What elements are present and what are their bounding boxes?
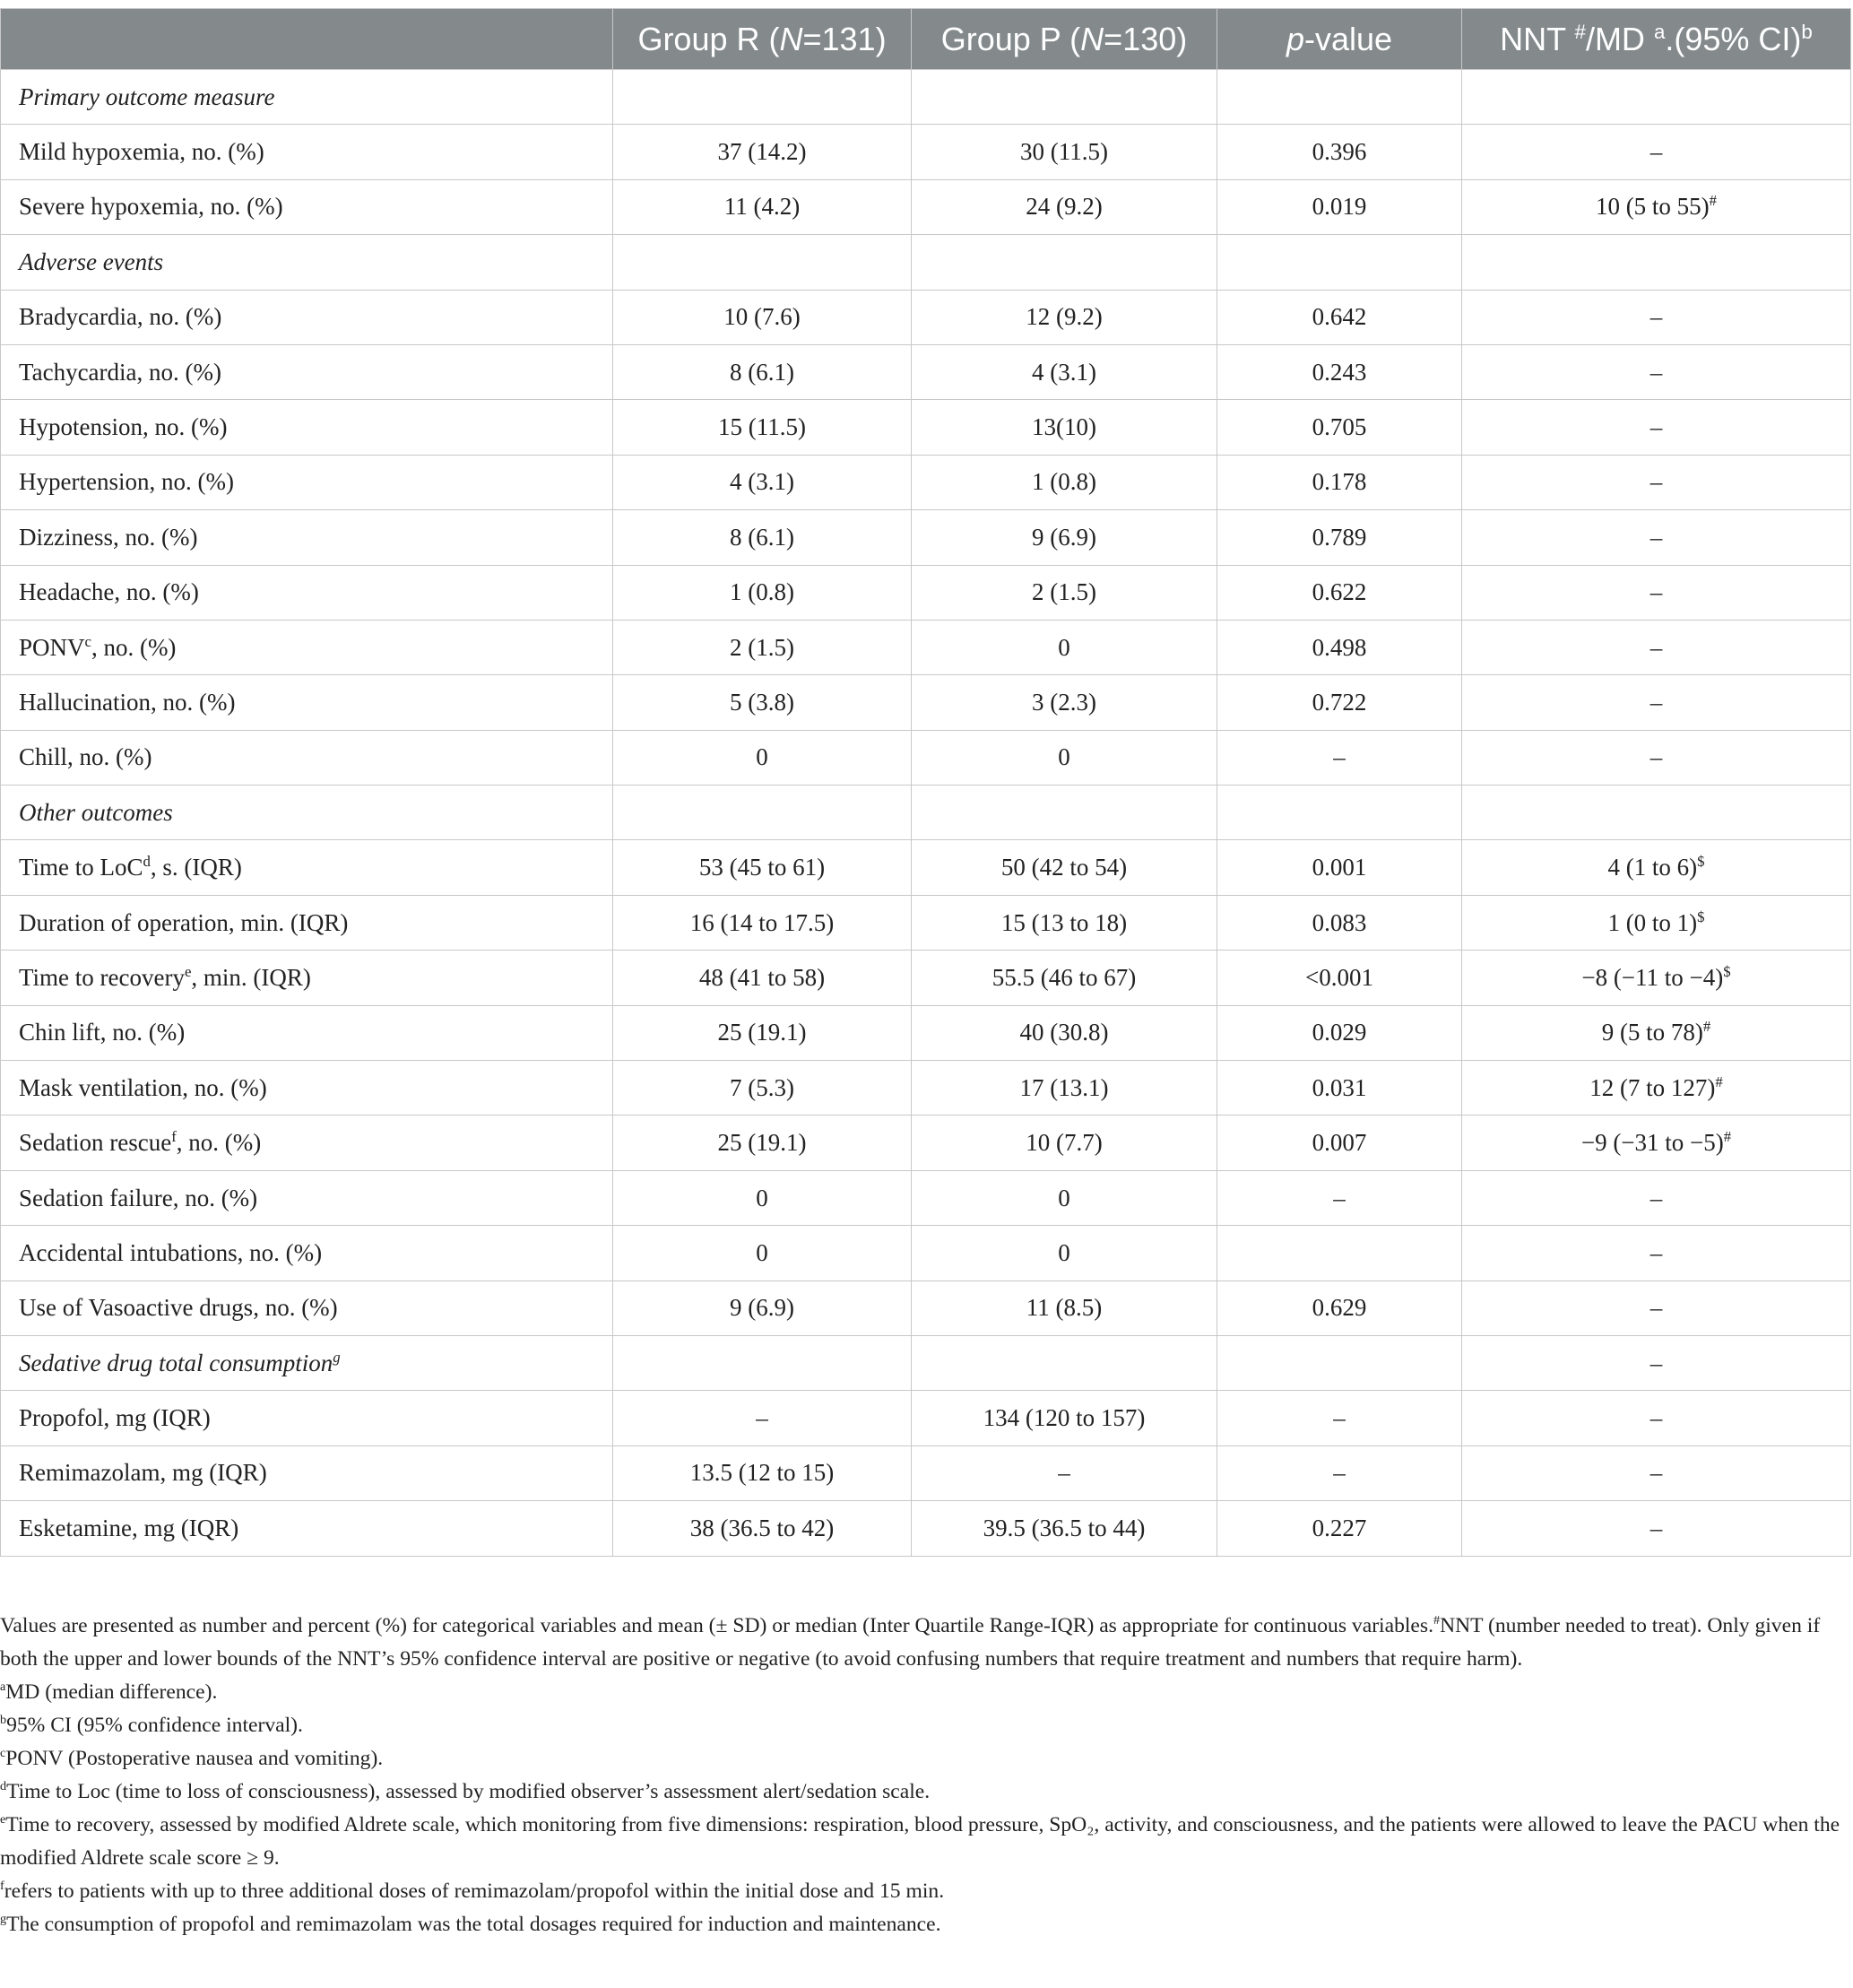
cell-p-value: 0.629 (1217, 1280, 1462, 1335)
table-row (1, 125, 1851, 179)
cell-nnt-md (1462, 70, 1851, 125)
cell-nnt-md (1462, 1280, 1851, 1335)
row-label (1, 840, 613, 895)
row-label (1, 235, 613, 290)
row-label (1, 70, 613, 125)
footnote-mark: b (0, 1713, 7, 1728)
row-label (1, 179, 613, 234)
cell-nnt-value: 12 (7 to 127) (1589, 1073, 1716, 1101)
row-label-sup: c (84, 632, 91, 650)
cell-nnt-value: – (1650, 468, 1663, 496)
table-row (1, 1226, 1851, 1280)
row-label-text: Use of Vasoactive drugs, no. (%) (19, 1294, 338, 1322)
footnote-text: MD (median difference). (5, 1680, 218, 1704)
cell-p-value: 0.396 (1217, 125, 1462, 179)
header-group-p-count: =130) (1104, 20, 1188, 57)
cell-p-value: – (1217, 1170, 1462, 1225)
row-label (1, 675, 613, 730)
table-row (1, 730, 1851, 785)
cell-group-p: 39.5 (36.5 to 44) (912, 1501, 1217, 1556)
cell-nnt-md (1462, 951, 1851, 1005)
cell-nnt-md (1462, 1005, 1851, 1060)
cell-group-r: 8 (6.1) (613, 510, 912, 565)
cell-nnt-value: – (1650, 1459, 1663, 1487)
cell-p-value (1217, 786, 1462, 840)
row-label (1, 290, 613, 344)
table-row (1, 565, 1851, 620)
table-row (1, 1501, 1851, 1556)
row-label-text: Esketamine, mg (IQR) (19, 1514, 239, 1541)
cell-group-p: 134 (120 to 157) (912, 1391, 1217, 1445)
cell-nnt-md (1462, 730, 1851, 785)
row-label-sup: g (333, 1348, 341, 1366)
cell-nnt-value: – (1650, 1349, 1663, 1376)
cell-group-r: 53 (45 to 61) (613, 840, 912, 895)
cell-p-value: 0.083 (1217, 895, 1462, 950)
cell-nnt-value: – (1650, 1514, 1663, 1541)
cell-p-value: 0.789 (1217, 510, 1462, 565)
row-label-text: Other outcomes (19, 798, 173, 826)
row-label-text: Hypertension, no. (%) (19, 468, 234, 496)
header-p-value (1217, 9, 1462, 70)
cell-nnt-sup: $ (1723, 962, 1731, 980)
cell-p-value (1217, 1335, 1462, 1390)
cell-nnt-md (1462, 455, 1851, 509)
cell-group-p: 15 (13 to 18) (912, 895, 1217, 950)
cell-group-r: 10 (7.6) (613, 290, 912, 344)
cell-group-p (912, 235, 1217, 290)
table-row (1, 840, 1851, 895)
table-row (1, 510, 1851, 565)
cell-p-value (1217, 70, 1462, 125)
footnote-text: The consumption of propofol and remimazolam was the total dosages required for induction and maintenance. (6, 1913, 941, 1936)
cell-nnt-value: 10 (5 to 55) (1595, 193, 1710, 221)
header-group-r (613, 9, 912, 70)
row-label-sup: f (171, 1128, 177, 1146)
table-row (1, 1391, 1851, 1445)
header-group-p (912, 9, 1217, 70)
row-label-text: Remimazolam, mg (IQR) (19, 1459, 267, 1487)
row-label (1, 1445, 613, 1500)
cell-nnt-value: – (1650, 523, 1663, 551)
footnote-mark: f (0, 1879, 4, 1894)
row-label-text: Sedation rescue (19, 1129, 172, 1157)
cell-p-value: 0.001 (1217, 840, 1462, 895)
cell-nnt-value: 1 (0 to 1) (1607, 908, 1698, 936)
row-label (1, 620, 613, 674)
cell-nnt-md (1462, 400, 1851, 455)
row-label (1, 1061, 613, 1116)
header-nnt-md (1462, 9, 1851, 70)
cell-p-value: 0.705 (1217, 400, 1462, 455)
cell-group-p: 50 (42 to 54) (912, 840, 1217, 895)
cell-group-r: – (613, 1391, 912, 1445)
row-label-text: Chill, no. (%) (19, 743, 152, 771)
cell-group-r (613, 70, 912, 125)
cell-p-value: – (1217, 1445, 1462, 1500)
table-body (1, 70, 1851, 1557)
footnote-mark: a (0, 1680, 6, 1695)
cell-nnt-value: – (1650, 1404, 1663, 1432)
cell-nnt-md (1462, 1391, 1851, 1445)
row-label (1, 786, 613, 840)
table-row (1, 400, 1851, 455)
cell-p-value: 0.642 (1217, 290, 1462, 344)
cell-p-value: 0.178 (1217, 455, 1462, 509)
header-group-r-text: Group R ( (637, 20, 780, 57)
cell-group-r: 16 (14 to 17.5) (613, 895, 912, 950)
cell-nnt-sup: # (1715, 1072, 1723, 1090)
cell-group-p: 55.5 (46 to 67) (912, 951, 1217, 1005)
table-header-row (1, 9, 1851, 70)
section-row (1, 1335, 1851, 1390)
footnote-item (0, 1709, 1842, 1742)
footnote-item (0, 1809, 1842, 1875)
row-label (1, 400, 613, 455)
row-label (1, 455, 613, 509)
cell-group-p: 13(10) (912, 400, 1217, 455)
header-group-r-n: N (779, 20, 803, 57)
footnote-main-text: Values are presented as number and percent (%) for categorical variables and mean (± SD) or median (Inter Quartile Range-IQR) as appropriate for continuous variables. (0, 1614, 1433, 1637)
row-label (1, 1280, 613, 1335)
footnote-main-sup: # (1433, 1613, 1441, 1628)
cell-group-r: 1 (0.8) (613, 565, 912, 620)
cell-nnt-md (1462, 565, 1851, 620)
cell-nnt-md (1462, 1501, 1851, 1556)
row-label-sup: d (143, 853, 151, 871)
cell-nnt-md (1462, 235, 1851, 290)
cell-nnt-md (1462, 1170, 1851, 1225)
footnote-item (0, 1908, 1842, 1941)
row-label (1, 1170, 613, 1225)
cell-nnt-value: – (1650, 138, 1663, 166)
cell-p-value (1217, 235, 1462, 290)
header-nnt-text: NNT (1500, 20, 1575, 57)
cell-nnt-md (1462, 344, 1851, 399)
cell-nnt-value: – (1650, 633, 1663, 661)
footnote-item (0, 1775, 1842, 1809)
cell-nnt-sup: $ (1697, 907, 1705, 925)
cell-p-value: 0.007 (1217, 1116, 1462, 1170)
cell-group-r: 13.5 (12 to 15) (613, 1445, 912, 1500)
cell-group-r: 4 (3.1) (613, 455, 912, 509)
cell-nnt-md (1462, 1335, 1851, 1390)
footnote-item (0, 1742, 1842, 1775)
cell-nnt-value: 9 (5 to 78) (1601, 1019, 1703, 1046)
row-label-text: Sedation failure, no. (%) (19, 1184, 258, 1211)
footnote-list (0, 1676, 1842, 1941)
row-label (1, 1226, 613, 1280)
table-row (1, 1005, 1851, 1060)
header-p-text: -value (1303, 20, 1393, 57)
cell-nnt-md (1462, 786, 1851, 840)
cell-nnt-value: – (1650, 1294, 1663, 1322)
cell-nnt-md (1462, 620, 1851, 674)
footnote-mark: g (0, 1912, 7, 1927)
row-label-text: Headache, no. (%) (19, 578, 199, 606)
cell-nnt-value: – (1650, 743, 1663, 771)
cell-nnt-value: – (1650, 413, 1663, 441)
row-label-text: Time to LoC (19, 854, 143, 881)
cell-p-value: 0.243 (1217, 344, 1462, 399)
row-label-suffix: , no. (%) (91, 633, 177, 661)
cell-group-r (613, 1335, 912, 1390)
cell-p-value: 0.722 (1217, 675, 1462, 730)
cell-nnt-md (1462, 125, 1851, 179)
cell-group-r: 9 (6.9) (613, 1280, 912, 1335)
row-label (1, 1116, 613, 1170)
row-label-text: Time to recovery (19, 963, 185, 991)
footnote-mark: d (0, 1779, 7, 1794)
cell-group-p: – (912, 1445, 1217, 1500)
cell-nnt-md (1462, 290, 1851, 344)
cell-group-p: 9 (6.9) (912, 510, 1217, 565)
cell-group-r: 5 (3.8) (613, 675, 912, 730)
row-label-suffix: , s. (IQR) (150, 854, 242, 881)
header-ci-text: .(95% CI) (1665, 20, 1802, 57)
cell-nnt-value: – (1650, 578, 1663, 606)
header-group-r-count: =131) (802, 20, 887, 57)
cell-group-r: 25 (19.1) (613, 1116, 912, 1170)
cell-p-value: 0.498 (1217, 620, 1462, 674)
cell-group-r: 0 (613, 1226, 912, 1280)
row-label-text: Sedative drug total consumption (19, 1349, 333, 1376)
table-footnotes (0, 1610, 1842, 1941)
cell-group-r: 0 (613, 730, 912, 785)
table-row (1, 455, 1851, 509)
row-label (1, 895, 613, 950)
row-label-text: Mask ventilation, no. (%) (19, 1073, 267, 1101)
cell-nnt-sup: # (1723, 1128, 1732, 1146)
row-label-text: Duration of operation, min. (IQR) (19, 908, 349, 936)
cell-group-r: 2 (1.5) (613, 620, 912, 674)
cell-group-r: 38 (36.5 to 42) (613, 1501, 912, 1556)
row-label (1, 1391, 613, 1445)
cell-group-p: 4 (3.1) (912, 344, 1217, 399)
footnote-main (0, 1610, 1842, 1676)
cell-group-p: 0 (912, 620, 1217, 674)
cell-p-value: 0.029 (1217, 1005, 1462, 1060)
row-label-sup: e (184, 962, 192, 980)
cell-group-p: 0 (912, 1226, 1217, 1280)
cell-p-value: 0.031 (1217, 1061, 1462, 1116)
row-label-text: Chin lift, no. (%) (19, 1019, 186, 1046)
cell-group-p (912, 786, 1217, 840)
footnote-text: Time to recovery, assessed by modified Aldrete scale, which monitoring from five dimensions: respiration, blood pressure, SpO₂, activity, and consciousness, and the patients were allowed to leave the PACU when the modified Aldrete scale score ≥ 9. (0, 1813, 1840, 1870)
footnote-mark: e (0, 1812, 6, 1827)
cell-p-value (1217, 1226, 1462, 1280)
row-label (1, 510, 613, 565)
footnote-text: refers to patients with up to three additional doses of remimazolam/propofol within the initial dose and 15 min. (4, 1879, 945, 1903)
cell-p-value: 0.622 (1217, 565, 1462, 620)
header-group-p-n: N (1080, 20, 1104, 57)
cell-group-p: 12 (9.2) (912, 290, 1217, 344)
section-row (1, 235, 1851, 290)
cell-nnt-value: −9 (−31 to −5) (1580, 1129, 1724, 1157)
cell-group-p: 40 (30.8) (912, 1005, 1217, 1060)
footnote-text: Time to Loc (time to loss of consciousness), assessed by modified observer’s assessment alert/sedation scale. (6, 1780, 931, 1803)
row-label (1, 344, 613, 399)
cell-group-r: 7 (5.3) (613, 1061, 912, 1116)
cell-nnt-sup: # (1702, 1018, 1711, 1036)
cell-nnt-value: 4 (1 to 6) (1607, 854, 1698, 881)
footnote-main-tail: NNT (number needed to treat). Only given if both the upper and lower bounds of the NNT’s 95% confidence interval are positive or negative (to avoid confusing numbers that require treatment and numbers that require harm). (0, 1614, 1821, 1671)
cell-group-p: 11 (8.5) (912, 1280, 1217, 1335)
cell-nnt-sup: # (1709, 192, 1718, 210)
row-label-suffix: , no. (%) (176, 1129, 262, 1157)
cell-p-value: – (1217, 1391, 1462, 1445)
footnote-mark: c (0, 1746, 6, 1761)
cell-group-r: 15 (11.5) (613, 400, 912, 455)
header-md-text: /MD (1585, 20, 1654, 57)
cell-p-value: 0.227 (1217, 1501, 1462, 1556)
cell-group-r: 48 (41 to 58) (613, 951, 912, 1005)
cell-group-p: 0 (912, 1170, 1217, 1225)
cell-group-p: 2 (1.5) (912, 565, 1217, 620)
row-label (1, 1501, 613, 1556)
cell-group-p: 24 (9.2) (912, 179, 1217, 234)
table-row (1, 179, 1851, 234)
footnote-text: 95% CI (95% confidence interval). (6, 1714, 303, 1737)
table-row (1, 895, 1851, 950)
cell-nnt-md (1462, 895, 1851, 950)
table-row (1, 344, 1851, 399)
cell-group-p: 30 (11.5) (912, 125, 1217, 179)
footnote-item (0, 1676, 1842, 1709)
row-label-text: Adverse events (19, 247, 164, 275)
cell-nnt-value: – (1650, 1238, 1663, 1266)
footnote-text: PONV (Postoperative nausea and vomiting). (5, 1747, 384, 1770)
row-label-text: Dizziness, no. (%) (19, 523, 198, 551)
header-md-sup: a (1653, 20, 1666, 43)
cell-nnt-md (1462, 675, 1851, 730)
cell-group-r: 37 (14.2) (613, 125, 912, 179)
cell-group-p: 3 (2.3) (912, 675, 1217, 730)
table-row (1, 1280, 1851, 1335)
row-label-text: Accidental intubations, no. (%) (19, 1238, 323, 1266)
table-row (1, 290, 1851, 344)
cell-group-p: 17 (13.1) (912, 1061, 1217, 1116)
cell-nnt-value: – (1650, 1184, 1663, 1211)
cell-nnt-md (1462, 1226, 1851, 1280)
row-label (1, 730, 613, 785)
cell-nnt-md (1462, 1445, 1851, 1500)
table-row (1, 1061, 1851, 1116)
cell-group-r (613, 786, 912, 840)
cell-nnt-value: – (1650, 358, 1663, 386)
table-row (1, 1445, 1851, 1500)
cell-group-p (912, 1335, 1217, 1390)
cell-nnt-sup: $ (1697, 853, 1705, 871)
row-label-text: Propofol, mg (IQR) (19, 1404, 211, 1432)
cell-group-r: 8 (6.1) (613, 344, 912, 399)
section-row (1, 70, 1851, 125)
cell-group-p: 10 (7.7) (912, 1116, 1217, 1170)
row-label-text: Primary outcome measure (19, 82, 275, 110)
cell-nnt-value: – (1650, 303, 1663, 331)
cell-group-p (912, 70, 1217, 125)
table-row (1, 675, 1851, 730)
table-row (1, 620, 1851, 674)
table-row (1, 1116, 1851, 1170)
row-label-text: Severe hypoxemia, no. (%) (19, 193, 283, 221)
cell-group-p: 1 (0.8) (912, 455, 1217, 509)
footnote-item (0, 1875, 1842, 1908)
cell-nnt-md (1462, 840, 1851, 895)
row-label-text: Tachycardia, no. (%) (19, 358, 221, 386)
cell-nnt-md (1462, 1116, 1851, 1170)
cell-p-value: – (1217, 730, 1462, 785)
row-label-text: Hallucination, no. (%) (19, 688, 236, 716)
cell-group-r: 11 (4.2) (613, 179, 912, 234)
row-label-suffix: , min. (IQR) (191, 963, 311, 991)
cell-group-r (613, 235, 912, 290)
cell-p-value: 0.019 (1217, 179, 1462, 234)
header-p-italic: p (1286, 20, 1304, 57)
row-label (1, 1335, 613, 1390)
header-group-p-text: Group P ( (940, 20, 1081, 57)
results-table (0, 8, 1851, 1557)
cell-nnt-md (1462, 1061, 1851, 1116)
row-label (1, 125, 613, 179)
header-ci-sup: b (1801, 20, 1813, 43)
row-label (1, 951, 613, 1005)
row-label-text: Bradycardia, no. (%) (19, 303, 222, 331)
cell-group-p: 0 (912, 730, 1217, 785)
cell-nnt-value: −8 (−11 to −4) (1581, 963, 1724, 991)
row-label (1, 565, 613, 620)
cell-group-r: 25 (19.1) (613, 1005, 912, 1060)
section-row (1, 786, 1851, 840)
header-empty (1, 9, 613, 70)
table-row (1, 951, 1851, 1005)
table-row (1, 1170, 1851, 1225)
row-label-text: Hypotension, no. (%) (19, 413, 228, 441)
cell-p-value: <0.001 (1217, 951, 1462, 1005)
cell-nnt-md (1462, 510, 1851, 565)
header-nnt-sup: # (1574, 20, 1586, 43)
cell-group-r: 0 (613, 1170, 912, 1225)
row-label-text: Mild hypoxemia, no. (%) (19, 138, 264, 166)
cell-nnt-value: – (1650, 688, 1663, 716)
cell-nnt-md (1462, 179, 1851, 234)
row-label-text: PONV (19, 633, 85, 661)
row-label (1, 1005, 613, 1060)
